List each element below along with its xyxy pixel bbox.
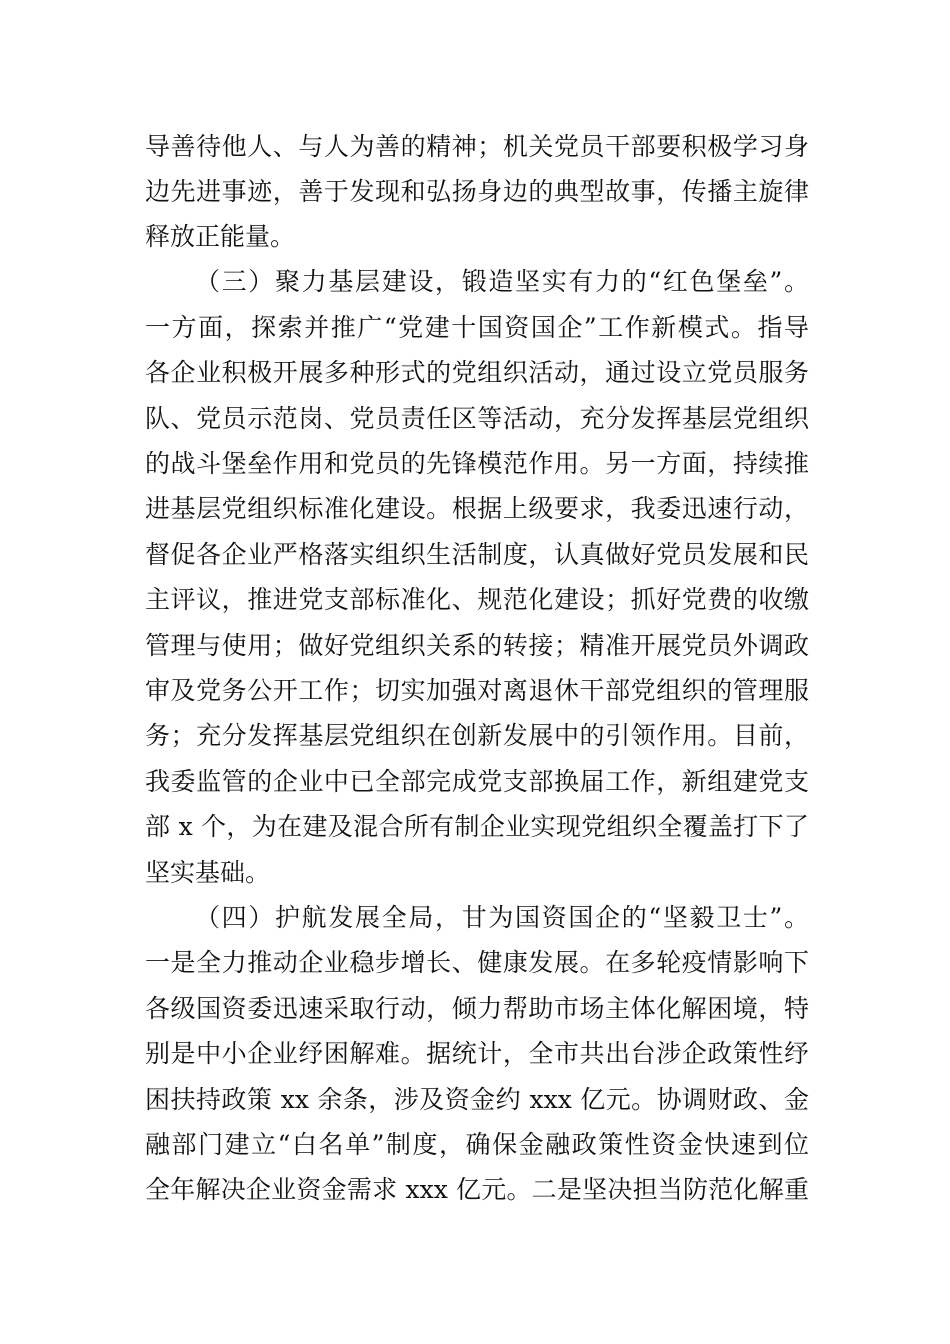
text-line: 困扶持政策 xx 余条，涉及资金约 xxx 亿元。协调财政、金 <box>145 1085 809 1114</box>
text-line: 各企业积极开展多种形式的党组织活动，通过设立党员服务 <box>145 358 809 387</box>
text-line: 导善待他人、与人为善的精神；机关党员干部要积极学习身 <box>145 132 809 161</box>
text-line: 管理与使用；做好党组织关系的转接；精准开展党员外调政 <box>145 631 809 660</box>
text-line: 的战斗堡垒作用和党员的先锋模范作用。另一方面，持续推 <box>145 449 809 478</box>
section-heading: （三）聚力基层建设，锻造坚实有力的“红色堡垒”。 <box>195 267 809 296</box>
text-line: 边先进事迹，善于发现和弘扬身边的典型故事，传播主旋律 <box>145 177 809 206</box>
text-line: 一是全力推动企业稳步增长、健康发展。在多轮疫情影响下 <box>145 948 809 977</box>
text-line: 进基层党组织标准化建设。根据上级要求，我委迅速行动， <box>145 494 809 523</box>
text-line: 督促各企业严格落实组织生活制度，认真做好党员发展和民 <box>145 540 809 569</box>
section-heading: （四）护航发展全局，甘为国资国企的“坚毅卫士”。 <box>195 903 809 932</box>
text-line: 一方面，探索并推广“党建十国资国企”工作新模式。指导 <box>145 313 809 342</box>
text-line: 各级国资委迅速采取行动，倾力帮助市场主体化解困境，特 <box>145 994 809 1023</box>
text-line: 务；充分发挥基层党组织在创新发展中的引领作用。目前， <box>145 721 809 750</box>
text-line: 队、党员示范岗、党员责任区等活动，充分发挥基层党组织 <box>145 404 809 433</box>
text-line: 释放正能量。 <box>145 222 296 251</box>
text-line: 别是中小企业纾困解难。据统计，全市共出台涉企政策性纾 <box>145 1039 809 1068</box>
text-line: 部 x 个，为在建及混合所有制企业实现党组织全覆盖打下了 <box>145 812 809 841</box>
text-line: 全年解决企业资金需求 xxx 亿元。二是坚决担当防范化解重 <box>145 1175 809 1204</box>
text-line: 审及党务公开工作；切实加强对离退休干部党组织的管理服 <box>145 676 809 705</box>
text-line: 主评议，推进党支部标准化、规范化建设；抓好党费的收缴 <box>145 585 809 614</box>
text-line: 融部门建立“白名单”制度，确保金融政策性资金快速到位 <box>145 1130 809 1159</box>
text-line: 坚实基础。 <box>145 858 271 887</box>
text-line: 我委监管的企业中已全部完成党支部换届工作，新组建党支 <box>145 767 809 796</box>
